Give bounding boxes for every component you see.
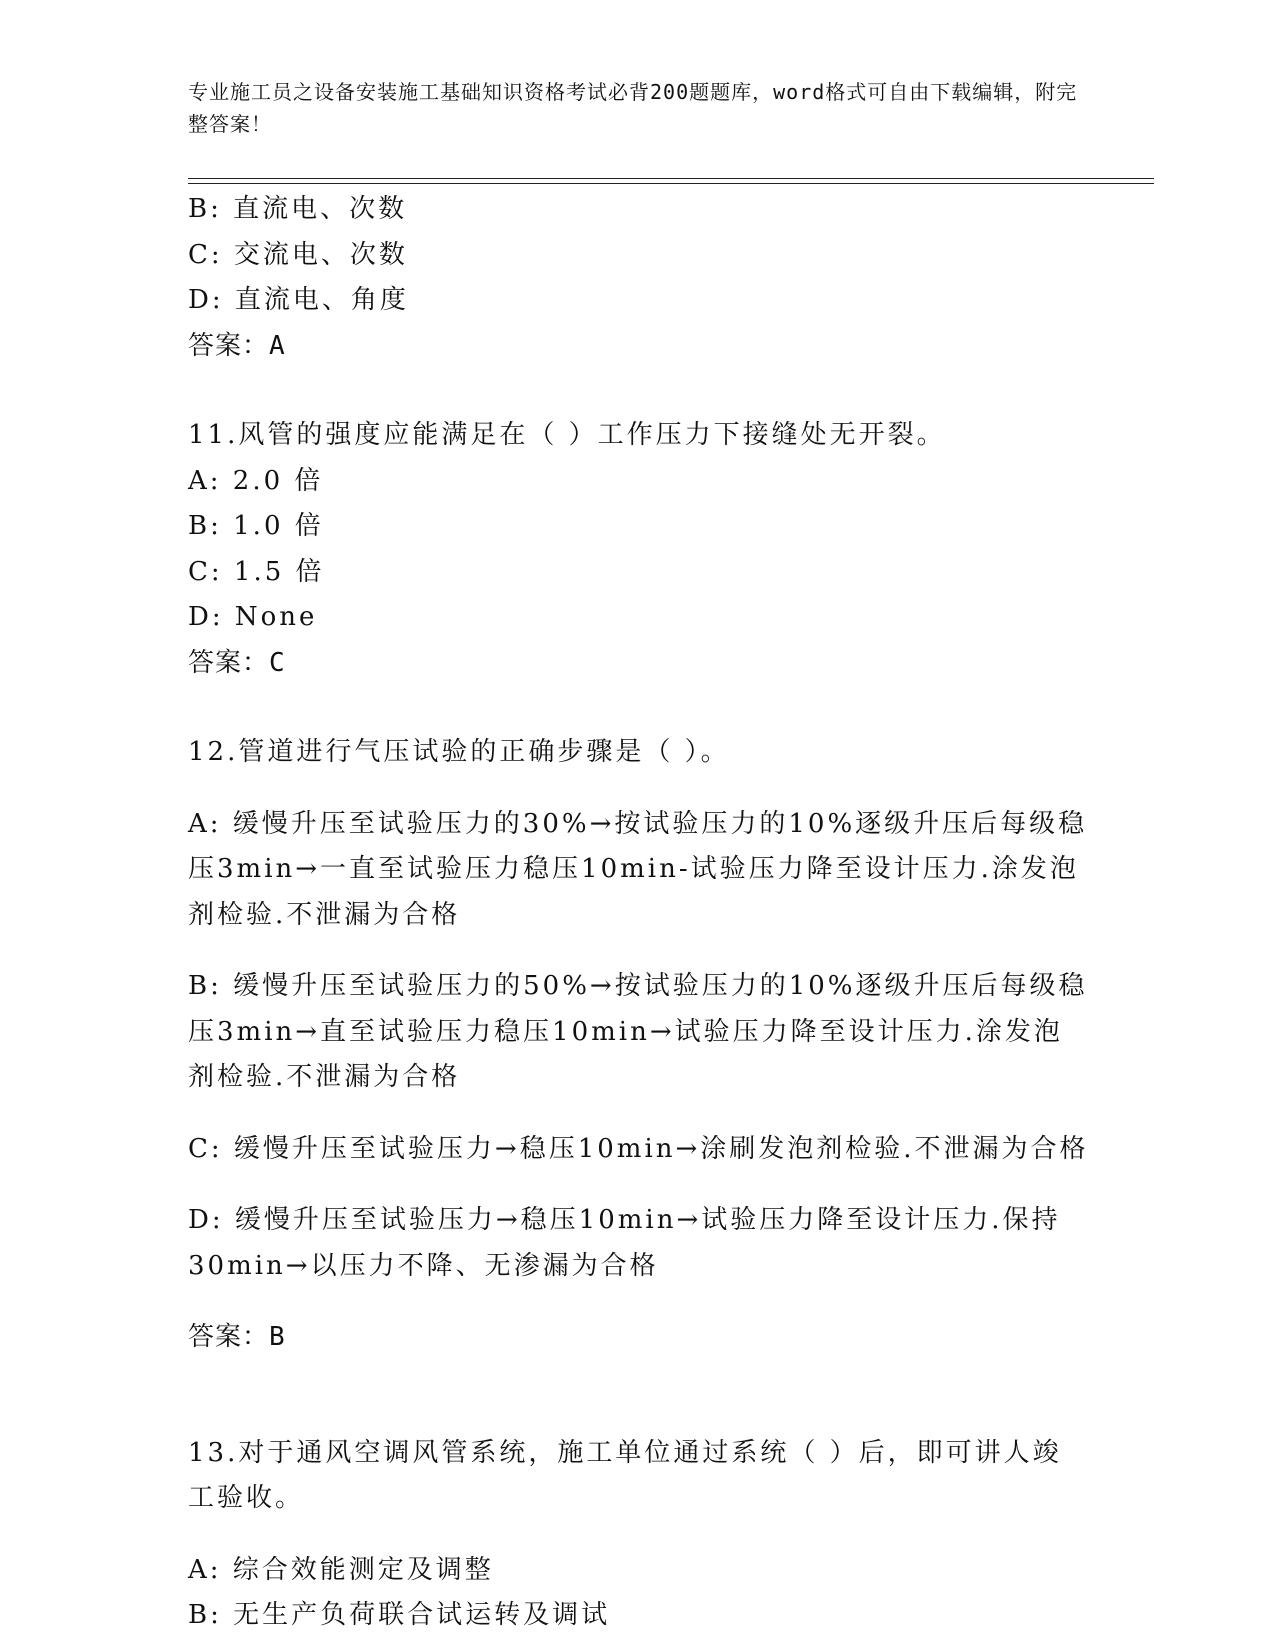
spacer <box>188 1361 1088 1405</box>
option-a: A: 综合效能测定及调整 <box>188 1554 494 1585</box>
header-divider-top <box>188 178 1154 179</box>
option-a: A: 缓慢升压至试验压力的30%→按试验压力的10%逐级升压后每级稳压3min→一直至试验压力稳压10min-试验压力降至设计压力.涂发泡剂检验.不泄漏为合格 <box>188 808 1088 930</box>
option-b: B: 1.0 倍 <box>188 511 324 541</box>
question-stem: 12.管道进行气压试验的正确步骤是（ ）。 <box>188 737 730 767</box>
answer-label: 答案：A <box>188 330 286 361</box>
header-divider-bottom <box>188 183 1154 184</box>
option-c: C: 缓慢升压至试验压力→稳压10min→涂刷发泡剂检验.不泄漏为合格 <box>188 1133 1089 1164</box>
question-content <box>188 187 1088 1639</box>
question-stem: 11.风管的强度应能满足在（ ）工作压力下接缝处无开裂。 <box>188 420 946 450</box>
option-b: B: 缓慢升压至试验压力的50%→按试验压力的10%逐级升压后每级稳压3min→直至试验压力稳压10min→试验压力降至设计压力.涂发泡剂检验.不泄漏为合格 <box>188 971 1088 1092</box>
option-d: D: 直流电、角度 <box>188 285 409 315</box>
option-d: D: None <box>188 602 318 632</box>
spacer <box>188 686 1088 730</box>
option-c: C: 交流电、次数 <box>188 239 408 270</box>
spacer <box>188 369 1088 413</box>
answer-label: 答案：B <box>188 1322 286 1352</box>
answer-label: 答案：C <box>188 647 286 678</box>
option-b: B: 直流电、次数 <box>188 194 408 224</box>
option-b: B: 无生产负荷联合试运转及调试 <box>188 1600 611 1630</box>
option-a: A: 2.0 倍 <box>188 465 324 496</box>
question-stem: 13.对于通风空调风管系统，施工单位通过系统（ ）后，即可讲人竣工验收。 <box>188 1437 1062 1513</box>
page-header: 专业施工员之设备安装施工基础知识资格考试必背200题题库，word格式可自由下载编辑，附完整答案！ <box>188 80 1078 136</box>
option-d: D: 缓慢升压至试验压力→稳压10min→试验压力降至设计压力.保持30min→以压力不降、无渗漏为合格 <box>188 1205 1061 1281</box>
option-c: C: 1.5 倍 <box>188 556 325 587</box>
